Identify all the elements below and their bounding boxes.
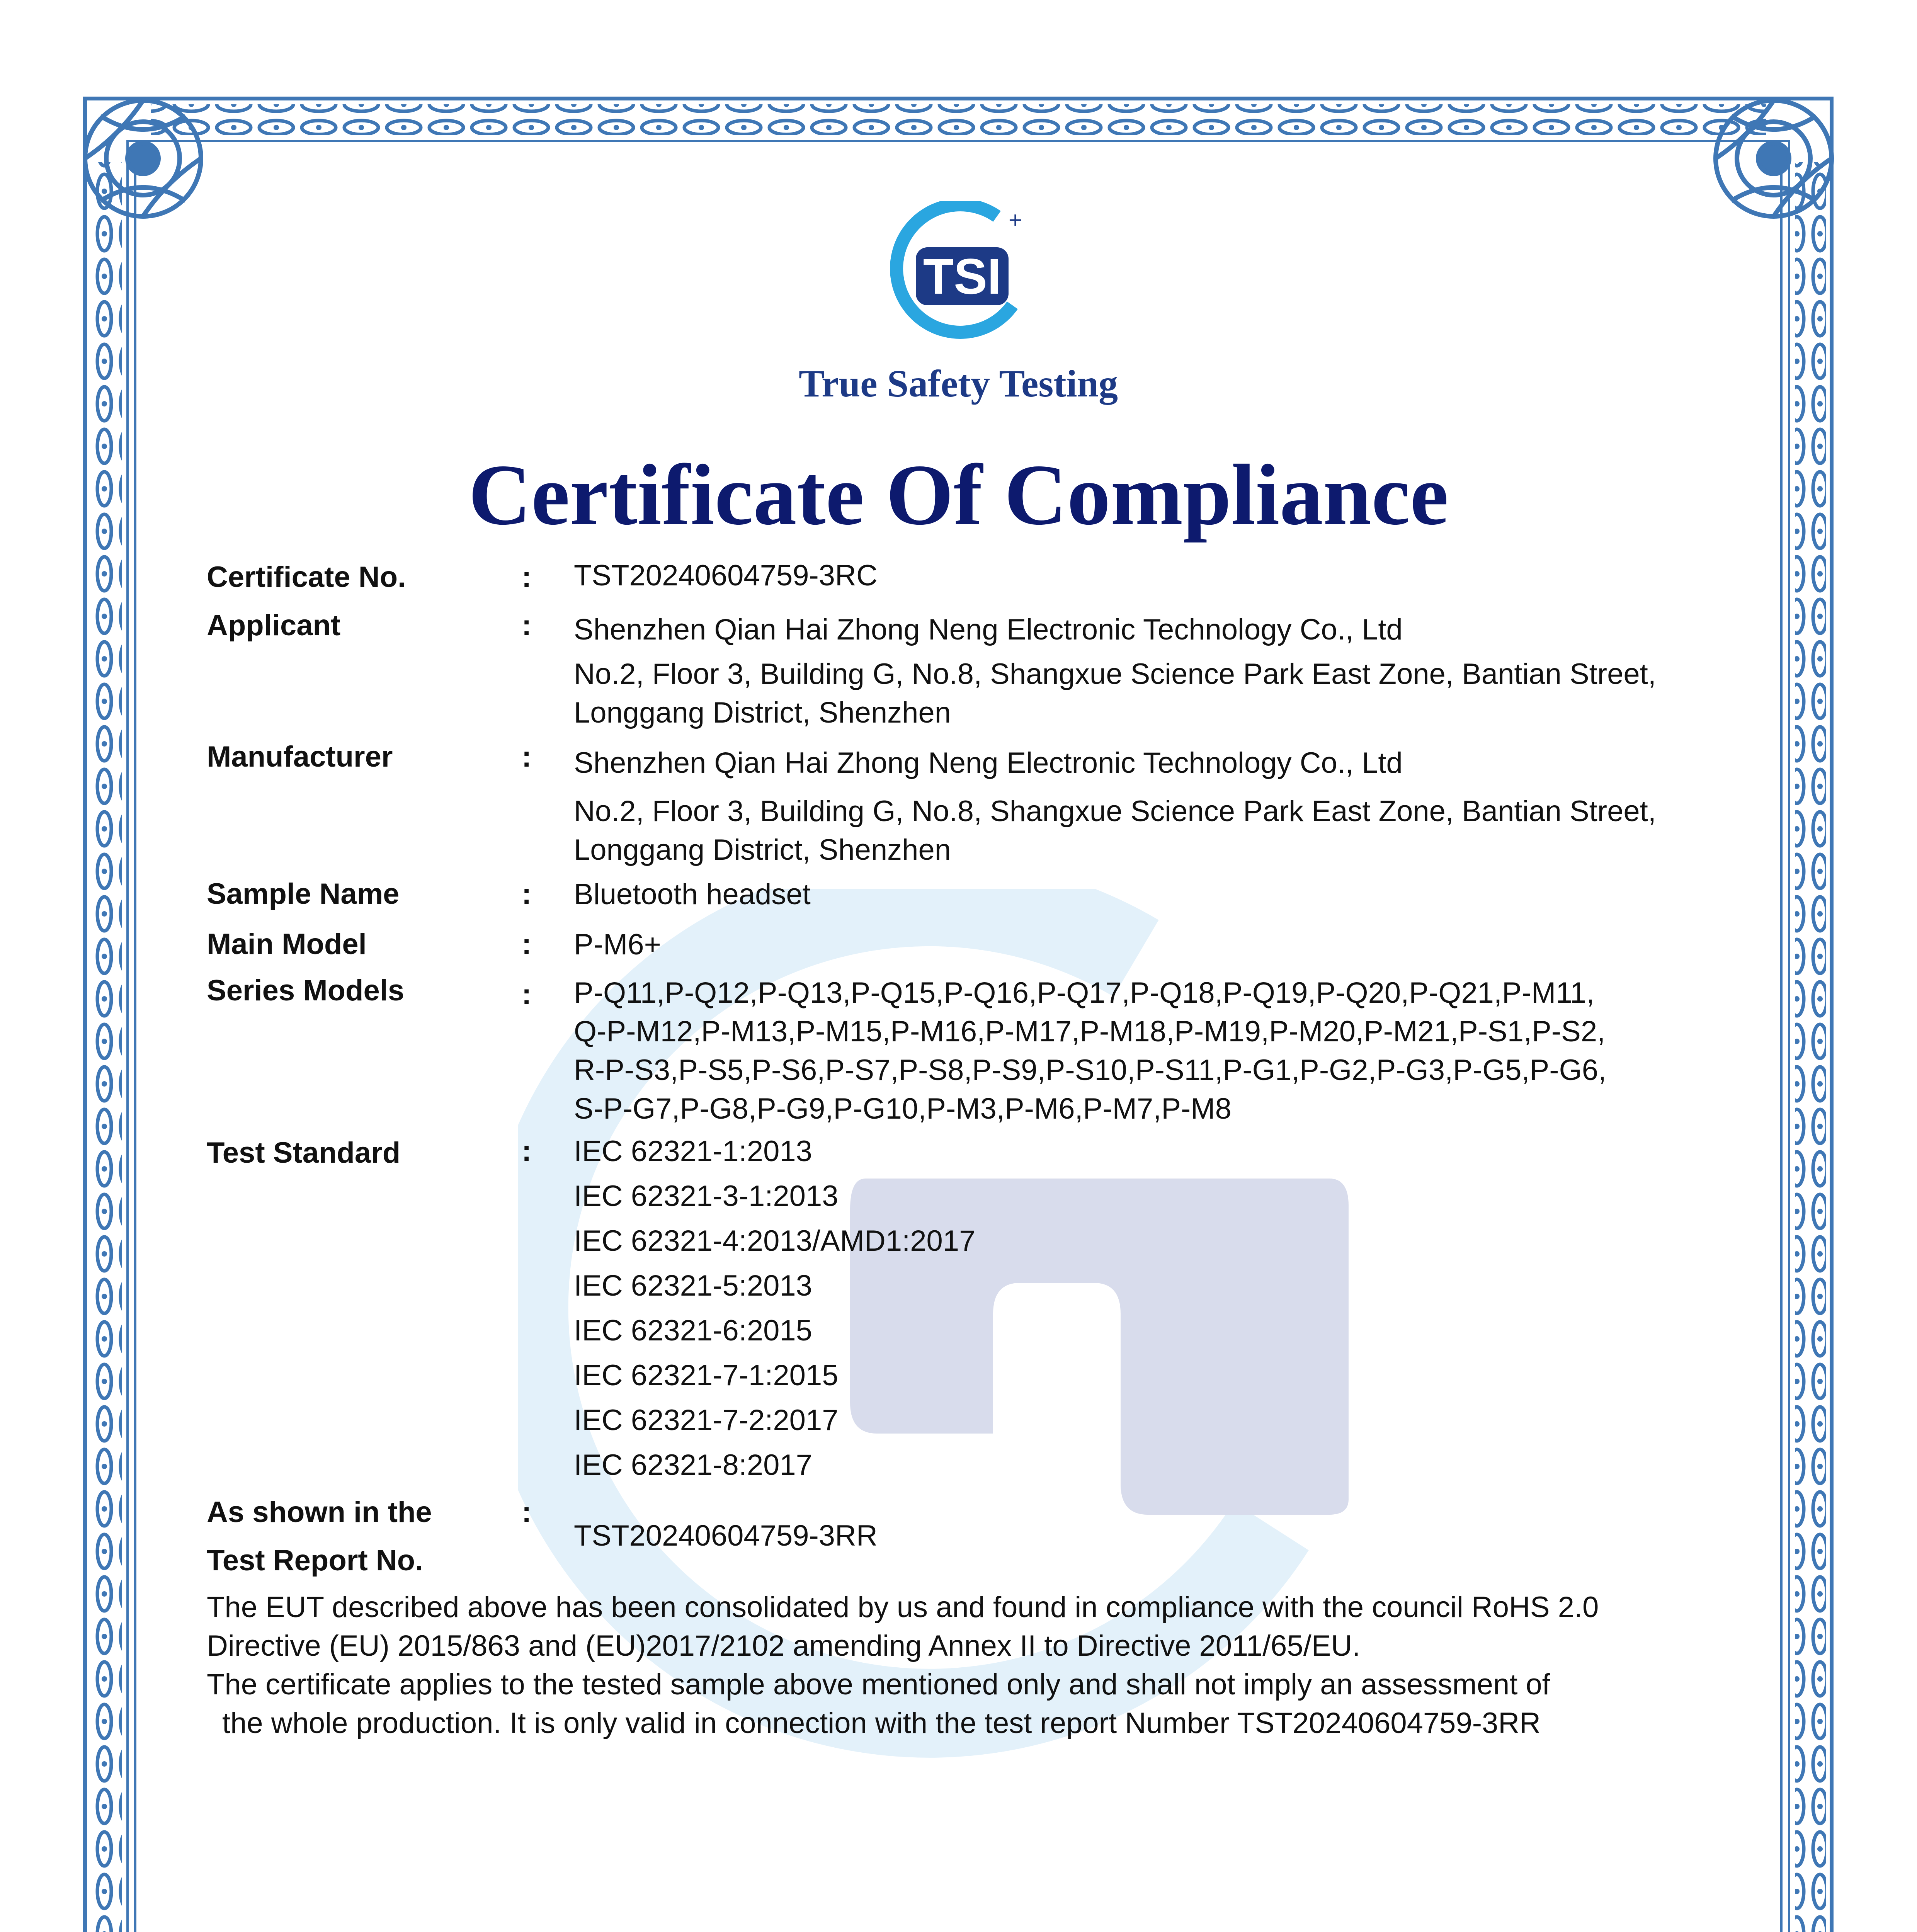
test-standard-item: IEC 62321-7-2:2017: [574, 1404, 839, 1437]
tst-logo: [881, 201, 1036, 340]
test-standard-item: IEC 62321-1:2013: [574, 1135, 812, 1168]
sample-name-label: Sample Name: [207, 878, 400, 910]
applicant-address-line2: Longgang District, Shenzhen: [574, 696, 951, 729]
statement-line: The certificate applies to the tested sample above mentioned only and shall not imply an assessment of: [207, 1668, 1550, 1701]
series-models-label: Series Models: [207, 974, 405, 1007]
test-standard-item: IEC 62321-5:2013: [574, 1269, 812, 1302]
page-title: Certificate Of Compliance: [468, 446, 1449, 543]
manufacturer-label: Manufacturer: [207, 740, 393, 773]
colon: :: [522, 928, 532, 961]
main-model-value: P-M6+: [574, 928, 661, 961]
test-standard-item: IEC 62321-7-1:2015: [574, 1359, 839, 1392]
statement-line: Directive (EU) 2015/863 and (EU)2017/2102 amending Annex II to Directive 2011/65/EU.: [207, 1629, 1361, 1662]
manufacturer-address-line1: No.2, Floor 3, Building G, No.8, Shangxue Science Park East Zone, Bantian Street,: [574, 795, 1656, 828]
test-report-label-line2: Test Report No.: [207, 1544, 424, 1577]
test-standard-item: IEC 62321-4:2013/AMD1:2017: [574, 1225, 976, 1257]
test-report-label-line1: As shown in the: [207, 1496, 432, 1529]
brand-name: True Safety Testing: [799, 362, 1118, 405]
series-models-line: R-P-S3,P-S5,P-S6,P-S7,P-S8,P-S9,P-S10,P-S11,P-G1,P-G2,P-G3,P-G5,P-G6,: [574, 1054, 1607, 1087]
applicant-label: Applicant: [207, 609, 341, 642]
test-standard-label: Test Standard: [207, 1136, 401, 1169]
colon: :: [522, 1496, 532, 1529]
test-standard-item: IEC 62321-6:2015: [574, 1314, 812, 1347]
statement-line: The EUT described above has been consolidated by us and found in compliance with the council RoHS 2.0: [207, 1591, 1599, 1624]
colon: :: [522, 609, 532, 642]
statement-line: the whole production. It is only valid in connection with the test report Number TST20240604759-3RR: [222, 1707, 1541, 1740]
series-models-line: Q-P-M12,P-M13,P-M15,P-M16,P-M17,P-M18,P-M19,P-M20,P-M21,P-S1,P-S2,: [574, 1015, 1606, 1048]
test-report-value: TST20240604759-3RR: [574, 1519, 878, 1552]
colon: :: [522, 1134, 532, 1167]
main-model-label: Main Model: [207, 928, 367, 961]
certificate-no-value: TST20240604759-3RC: [574, 559, 878, 592]
applicant-address-line1: No.2, Floor 3, Building G, No.8, Shangxue Science Park East Zone, Bantian Street,: [574, 658, 1656, 690]
series-models-line: S-P-G7,P-G8,P-G9,P-G10,P-M3,P-M6,P-M7,P-M8: [574, 1092, 1232, 1125]
manufacturer-name: Shenzhen Qian Hai Zhong Neng Electronic Technology Co., Ltd: [574, 747, 1403, 779]
certificate-no-label: Certificate No.: [207, 561, 406, 594]
test-standard-item: IEC 62321-3-1:2013: [574, 1180, 839, 1213]
svg-text:TSI: TSI: [923, 248, 1002, 304]
svg-text:+: +: [1009, 207, 1022, 233]
colon: :: [522, 878, 532, 910]
sample-name-value: Bluetooth headset: [574, 878, 811, 911]
colon: :: [522, 561, 532, 594]
manufacturer-address-line2: Longgang District, Shenzhen: [574, 833, 951, 866]
applicant-name: Shenzhen Qian Hai Zhong Neng Electronic Technology Co., Ltd: [574, 613, 1403, 646]
series-models-line: P-Q11,P-Q12,P-Q13,P-Q15,P-Q16,P-Q17,P-Q18,P-Q19,P-Q20,P-Q21,P-M11,: [574, 976, 1595, 1009]
colon: :: [522, 978, 532, 1011]
colon: :: [522, 740, 532, 773]
test-standard-item: IEC 62321-8:2017: [574, 1449, 812, 1481]
